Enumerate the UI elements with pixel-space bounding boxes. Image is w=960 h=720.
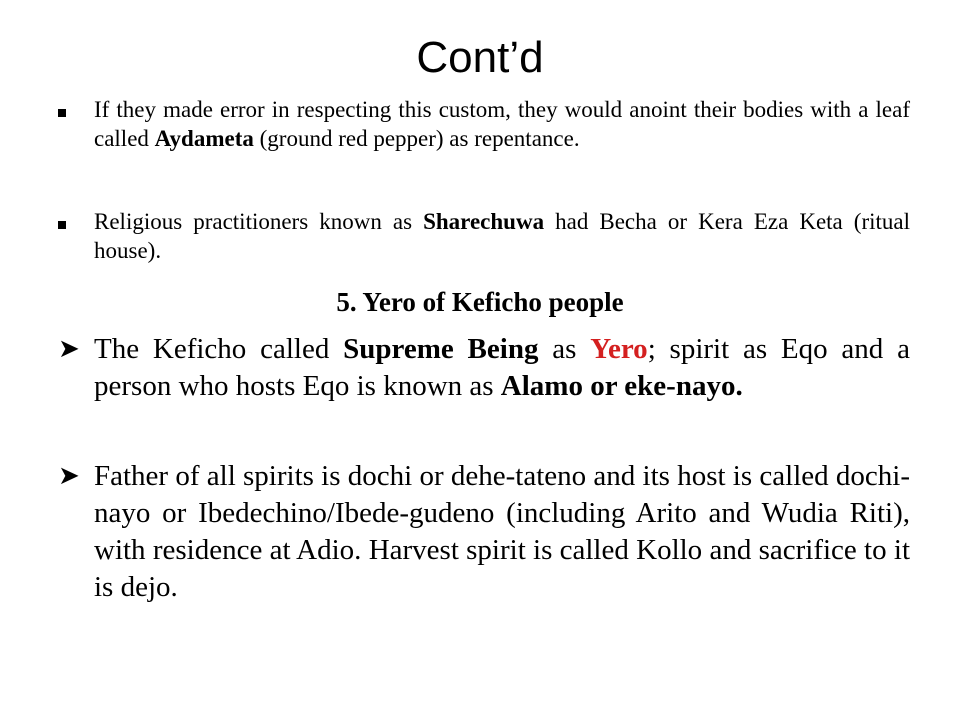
text-run: as (538, 333, 591, 365)
bullet-text (94, 207, 910, 265)
bullet-item-3 (58, 331, 910, 405)
slide-title: Cont’d (416, 33, 544, 82)
arrowhead-bullet-icon: ➤ (58, 461, 80, 491)
text-run: If they made error in respecting this custom, they would anoint their bodies with a leaf called (94, 97, 910, 151)
text-run: ; spirit as Eqo and a person who hosts Eqo is known as (94, 333, 910, 402)
bullet-item-1 (58, 95, 910, 153)
bold-term: Supreme Being (343, 333, 539, 365)
bold-term: Sharechuwa (423, 209, 545, 234)
bold-term: Aydameta (154, 126, 254, 151)
highlighted-term: Yero (590, 333, 648, 365)
text-run: had Becha or Kera Eza Keta (ritual house). (94, 209, 910, 263)
bullet-item-4 (58, 458, 910, 606)
bullet-text (94, 331, 910, 405)
bold-term: Alamo or eke-nayo. (500, 370, 743, 402)
text-run: (ground red pepper) as repentance. (253, 126, 580, 151)
bullet-text (94, 95, 910, 153)
section-heading: 5. Yero of Keficho people (336, 287, 624, 317)
text-run: The Keficho called (94, 333, 344, 365)
arrowhead-bullet-icon: ➤ (58, 334, 80, 364)
square-bullet-icon (58, 95, 66, 124)
square-bullet-icon (58, 207, 66, 236)
bullet-item-2 (58, 207, 910, 265)
bullet-text: Father of all spirits is dochi or dehe-tateno and its host is called dochi-nayo or Ibedechino/Ibede-gudeno (including Arito and Wudia Riti), with residence at Adio. Harvest spirit is called Kollo and sacrifice to it is dejo. (94, 460, 910, 603)
text-run: Religious practitioners known as (94, 209, 424, 234)
